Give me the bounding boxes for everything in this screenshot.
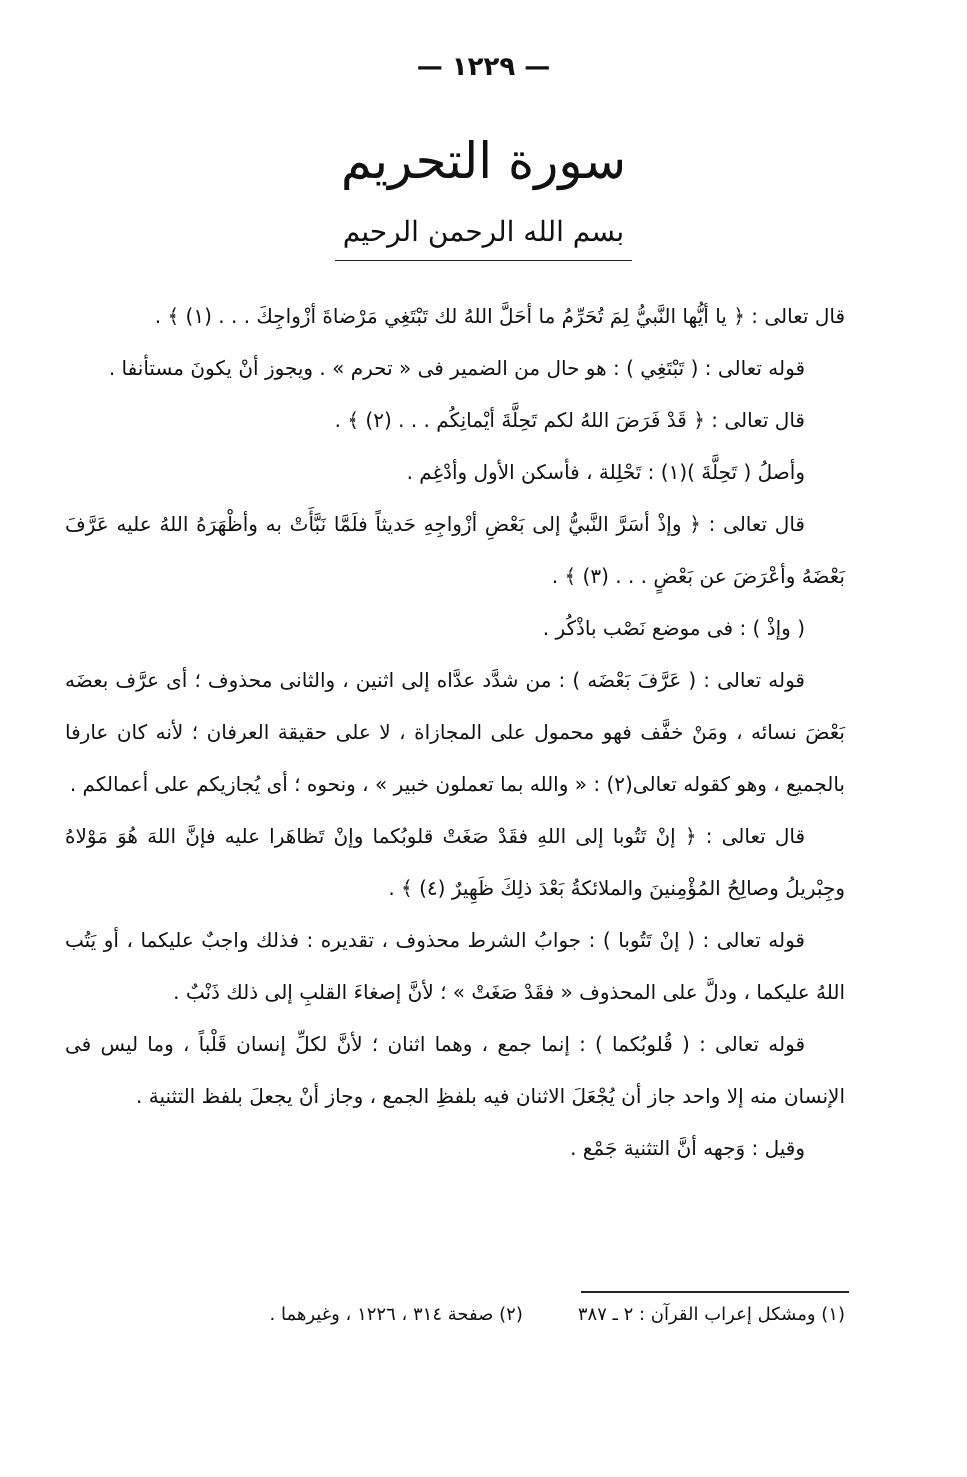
footnotes bbox=[65, 1300, 845, 1330]
footnote-1: (١) ومشكل إعراب القرآن : ٢ ـ ٣٨٧ bbox=[577, 1304, 845, 1325]
basmala-heading bbox=[0, 210, 967, 261]
paragraph: وقيل : وَجهه أنَّ التثنية جَمْع . bbox=[570, 1136, 805, 1160]
paragraph: قوله تعالى : ( إنْ تَتُوبا ) : جوابُ الشرط محذوف ، تقديره : فذلك واجبٌ عليكما ، أو يَتُب اللهُ عليكما ، ودلَّ على المحذوف « فقَدْ صَغَتْ » ؛ لأنَّ إصغاءَ القلبِ إلى ذلك ذَنْبٌ . bbox=[65, 928, 845, 1004]
surah-title: سورة التحريم bbox=[340, 132, 627, 190]
main-text bbox=[65, 290, 845, 1174]
paragraph: قال تعالى : ﴿ قَدْ فَرَضَ اللهُ لكم تَحِلَّةَ أيْمانِكُم . . . (٢) ﴾ . bbox=[334, 408, 805, 432]
paragraph: قال تعالى : ﴿ وإذْ أسَرَّ النَّبيُّ إلى بَعْضِ أزْواجِهِ حَديثاً فلَمَّا نَبَّأَتْ به وأظْهَرَهُ اللهُ عليه عَرَّفَ بَعْضَهُ وأعْرَضَ عن بَعْضٍ . . . (٣) ﴾ . bbox=[65, 512, 845, 588]
footnote-2: (٢) صفحة ٣١٤ ، ١٢٢٦ ، وغيرهما . bbox=[269, 1304, 523, 1325]
footnote-divider bbox=[581, 1291, 849, 1293]
page-number: — ١٢٢٩ — bbox=[416, 52, 551, 82]
paragraph: قوله تعالى : ( تَبْتَغِي ) : هو حال من الضمير فى « تحرم » . ويجوز أنْ يكونَ مستأنفا . bbox=[108, 356, 805, 380]
basmala-text: بسم الله الرحمن الرحيم bbox=[335, 210, 632, 261]
paragraph: قال تعالى : ﴿ إنْ تَتُوبا إلى اللهِ فقَدْ صَغَتْ قلوبُكما وإنْ تَظاهَرا عليه فإنَّ اللهَ هُوَ مَوْلاهُ وجِبْريلُ وصالِحُ المُؤْمِنينَ والملائكةُ بَعْدَ ذلِكَ ظَهِيرٌ (٤) ﴾ . bbox=[65, 824, 845, 900]
paragraph: وأصلُ ( تَحِلَّةَ )(١) : تَحْلِلة ، فأسكن الأول وأدْغِم . bbox=[406, 460, 805, 484]
paragraph: قال تعالى : ﴿ يا أيُّها النَّبيُّ لِمَ تُحَرِّمُ ما أحَلَّ اللهُ لك تَبْتَغِي مَرْضاةَ أزْواجِكَ . . . (١) ﴾ . bbox=[154, 304, 845, 328]
paragraph: قوله تعالى : ( عَرَّفَ بَعْضَه ) : من شدَّد عدَّاه إلى اثنين ، والثانى محذوف ؛ أى عرَّف بعضَه بَعْضَ نسائه ، ومَنْ خفَّف فهو محمول على المجازاة ، لا على حقيقة العرفان ؛ لأنه كان عارفا بالجميع ، وهو كقوله تعالى(٢) : « والله بما تعملون خبير » ، ونحوه ؛ أى يُجازيكم على أعمالكم . bbox=[65, 668, 845, 796]
paragraph: قوله تعالى : ( قُلوبُكما ) : إنما جمع ، وهما اثنان ؛ لأنَّ لكلِّ إنسان قَلْباً ، وما ليس فى الإنسان منه إلا واحد جاز أن يُجْعَلَ الاثنان فيه بلفظِ الجمع ، وجاز أنْ يجعلَ بلفظ التثنية . bbox=[65, 1032, 845, 1108]
paragraph: ( وإذْ ) : فى موضع نَصْب باذْكُر . bbox=[542, 616, 805, 640]
